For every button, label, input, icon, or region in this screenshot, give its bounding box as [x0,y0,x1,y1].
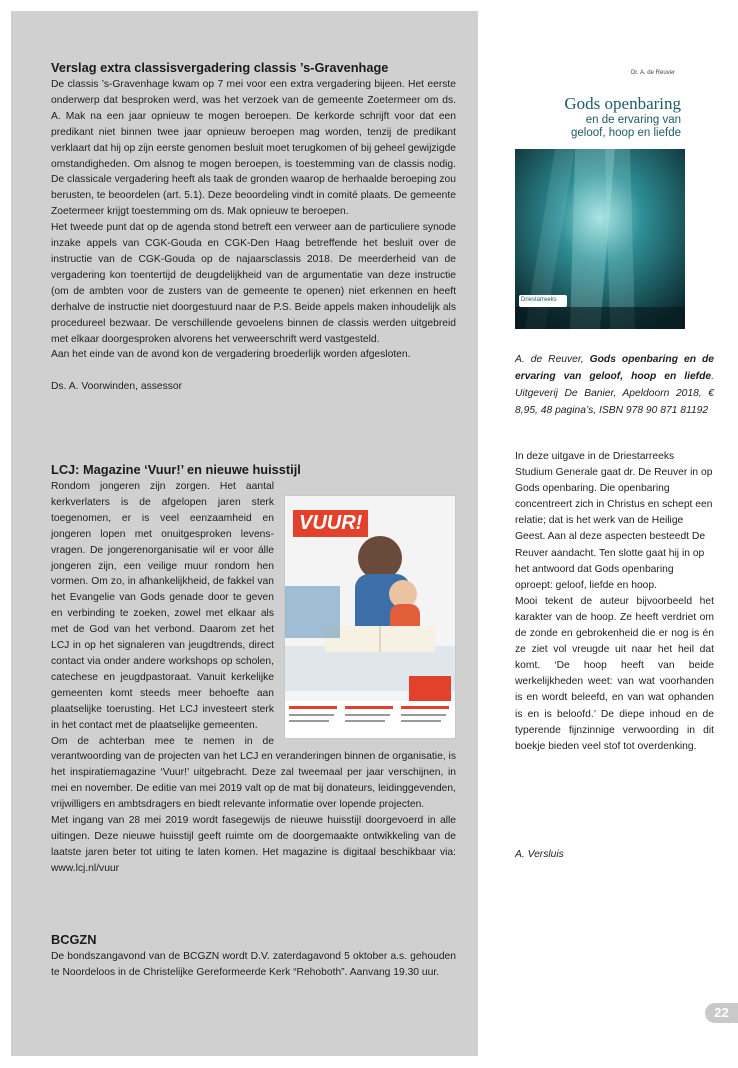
cover-author: Dr. A. de Reuver [630,70,675,76]
paragraph: Om de achterban mee te nemen in de verantwoording van de projecten van het LCJ en veranderingen binnen de organisatie, is het inspiratiemagazine ‘Vuur!’ uitgebracht. Deze zal tweemaal per jaar verschijnen, in mei en november. De editie van mei 2019 valt op de mat bij donateurs, leidinggevenden, vrijwilligers en ambtsdragers en biedt relevante informatie over lopende projecten. [51,735,456,811]
paragraph: Met ingang van 28 mei 2019 wordt fasegewijs de nieuwe huisstijl doorgevoerd in alle uitingen. Deze nieuwe huisstijl geeft ruimte om de doorgemaakte ontwikkeling van de laatste jaren beter tot uiting te laten komen. Het magazine is digitaal beschikbaar via: www.lcj.nl/vuur [51,815,456,874]
review-author: A. Versluis [515,849,564,860]
paragraph: Het tweede punt dat op de agenda stond betreft een verweer aan de particuliere synode inzake appels van CGK-Gouda en CGK-Den Haag betreffende het besluit over de instructie van de CGK-Gouda op de najaarsclassis 2018. De meerderheid van de vergadering kon toentertijd de deugdelijkheid van de argumentatie van deze instructie (om de ambten voor de zusters van de gemeente te openen) niet erkennen en heeft derhalve de instructie niet doorgestuurd naar de P.S. Beide appels maken inhoudelijk als procedureel bezwaar. De verschillende gevoelens binnen de classis werden uitgebreid met elkaar doorgesproken alvorens het verweerschrift werd vastgesteld. [51,222,456,345]
section-title: BCGZN [51,932,97,947]
section-lcj [51,462,456,877]
section-title: Verslag extra classisvergadering classis ’s-Gravenhage [51,60,389,75]
section-title: LCJ: Magazine ‘Vuur!’ en nieuwe huisstijl [51,462,301,477]
caption-details: . Uitgeverij De Banier, Apeldoorn 2018, € 8,95, 48 pagina’s, ISBN 978 90 871 81192 [515,371,714,416]
paragraph: Rondom jongeren zijn zorgen. Het aantal kerkverlaters is de afgelopen jaren sterk toegenomen, er is veel eenzaamheid en jongeren lopen met onuitgesproken levensvragen. De jongerenorganisatie wil er voor álle jongeren zijn, een veilige muur rondom hen vormen. Om zo, in afhankelijkheid, de fakkel van het Evangelie van Gods genade door te geven en verbinding te zoeken, zowel met elkaar als met de God van het verbond. Daarom zet het LCJ in op het signaleren van jeugdtrends, direct contact via onder andere workshops op scholen, catechese en jeugdpastoraat. Vanuit kerkelijke gemeenten komt steeds meer behoefte aan plaatselijke toerusting. Het LCJ investeert sterk in het contact met de plaatselijke gemeenten. [51,481,274,731]
caption-title: Gods openbaring en de ervaring van geloof, hoop en liefde [515,354,714,382]
cover-title: Gods openbaring [564,94,681,113]
book-caption [515,351,714,419]
paragraph: De bondszangavond van de BCGZN wordt D.V. zaterdagavond 5 oktober a.s. gehouden te Noordeloos in de Christelijke Gereformeerde Kerk “Rehoboth”. Aanvang 19.30 uur. [51,951,456,978]
book-cover [515,57,685,329]
caption-author: A. de Reuver, [515,354,590,365]
paragraph: In deze uitgave in de Driestarreeks Studium Generale gaat dr. De Reuver in op Gods openbaring. Die openbaring concentreert zich in Christus en schept een relatie; dat is het werk van de Heilige Geest. Aan al deze aspecten besteedt De Reuver aandacht. Ten slotte gaat hij in op het antwoord dat Gods openbaring oproept: geloof, liefde en hoop. [515,451,713,591]
paragraph: Aan het einde van de avond kon de vergadering broederlijk worden afgesloten. [51,349,411,361]
signature: Ds. A. Voorwinden, assessor [51,381,183,393]
section-bcgzn [51,932,456,981]
vuur-logo: VUUR! [293,510,368,537]
vuur-magazine-cover [284,495,456,739]
page-number: 22 [705,1003,738,1023]
paragraph: Mooi tekent de auteur bijvoorbeeld het karakter van de hoop. Ze heeft verdriet om de zonde en gebrokenheid die er nog is én ze ziet vol vreugde uit naar het heil dat komt. ‘De hoop heeft van beide werkelijkheden weet: van wat voorhanden is en wordt beleefd, en van wat ophanden is en is beloofd.’ De diepe inhoud en de typerende fijnzinnige verwoording in dit boekje bieden veel stof tot overdenking. [515,595,714,752]
paragraph: De classis ’s-Gravenhage kwam op 7 mei voor een extra vergadering bijeen. Het eerste onderwerp dat besproken werd, was het verzoek van de gemeente Zoetermeer om ds. A. Mak na een jaar opnieuw te mogen beroepen. De kerkorde schrijft voor dat een predikant niet binnen twee jaar opnieuw beroepen mag worden, tenzij de predikant verklaart dat hij op zijn eerste genomen besluit moet terugkomen of bij geheel gewijzigde omstandigheden. Om alsnog te mogen beroepen, is toestemming van de classis nodig. De classicale vergadering heeft als taak de gronden waarop de herhaalde beroeping zou berusten, te beoordelen (art. 5.1). Deze beoordeling vindt in comité plaats. De gemeente Zoetermeer krijgt toestemming om ds. Mak opnieuw te beroepen. [51,79,456,218]
section-verslag [51,60,456,395]
book-review [515,449,714,755]
series-logo: Driestarreeks [521,297,557,303]
cover-subtitle: geloof, hoop en liefde [571,127,681,139]
cover-subtitle: en de ervaring van [585,114,681,126]
